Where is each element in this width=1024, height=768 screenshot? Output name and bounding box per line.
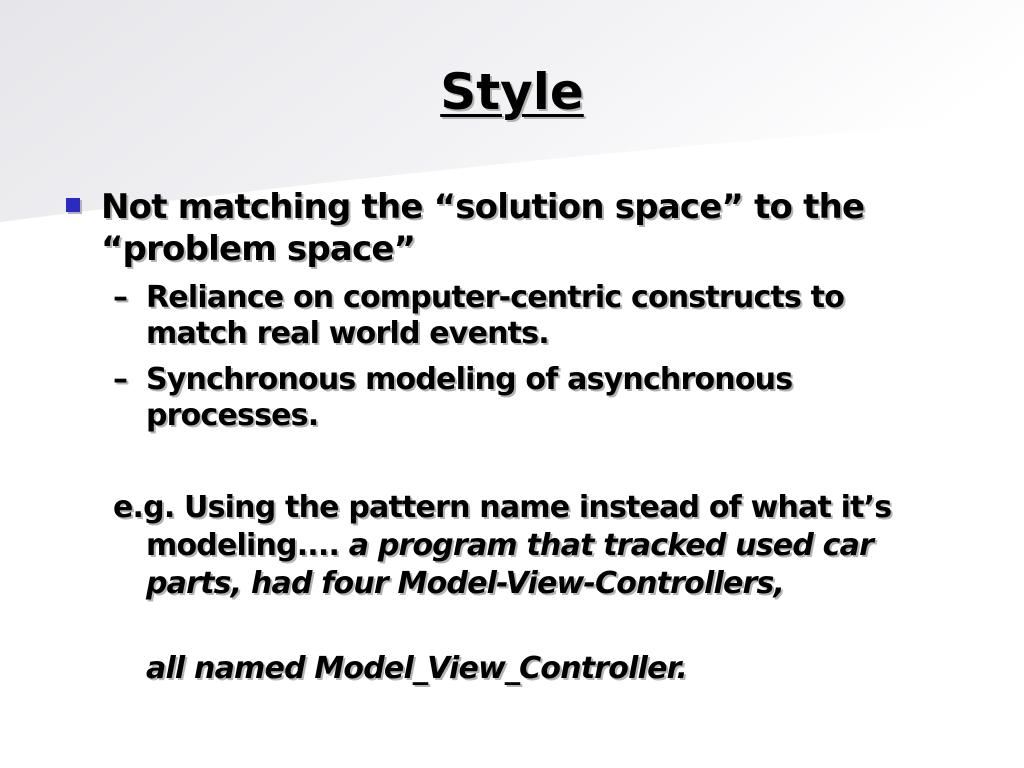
- sub-bullet-1-line-2: match real world events.: [146, 316, 549, 351]
- example-line-2-regular: modeling....: [146, 528, 340, 563]
- sub-bullet-1: [146, 280, 946, 352]
- example-line-2-italic: a program that tracked used car: [348, 528, 874, 563]
- main-bullet: [101, 186, 981, 270]
- example-line-3-italic: parts, had four Model-View-Controllers,: [146, 566, 785, 601]
- main-bullet-line-2: “problem space”: [101, 229, 416, 269]
- bullet-square-icon: [66, 198, 80, 212]
- example-line-3: [113, 565, 973, 603]
- sub-bullet-dash-1: –: [113, 280, 128, 315]
- sub-bullet-2: [146, 362, 946, 434]
- sub-bullet-2-line-2: processes.: [146, 398, 319, 433]
- sub-bullet-dash-2: –: [113, 362, 128, 397]
- sub-bullet-2-line-1: Synchronous modeling of asynchronous: [146, 362, 793, 397]
- example-line-2: [113, 527, 973, 565]
- sub-bullet-1-line-1: Reliance on computer-centric constructs to: [146, 280, 845, 315]
- example-line-1: e.g. Using the pattern name instead of what it’s: [113, 490, 892, 525]
- example-paragraph: [113, 489, 973, 603]
- slide-title: Style: [440, 63, 584, 121]
- main-bullet-line-1: Not matching the “solution space” to the: [101, 187, 865, 227]
- final-line: all named Model_View_Controller.: [146, 651, 687, 686]
